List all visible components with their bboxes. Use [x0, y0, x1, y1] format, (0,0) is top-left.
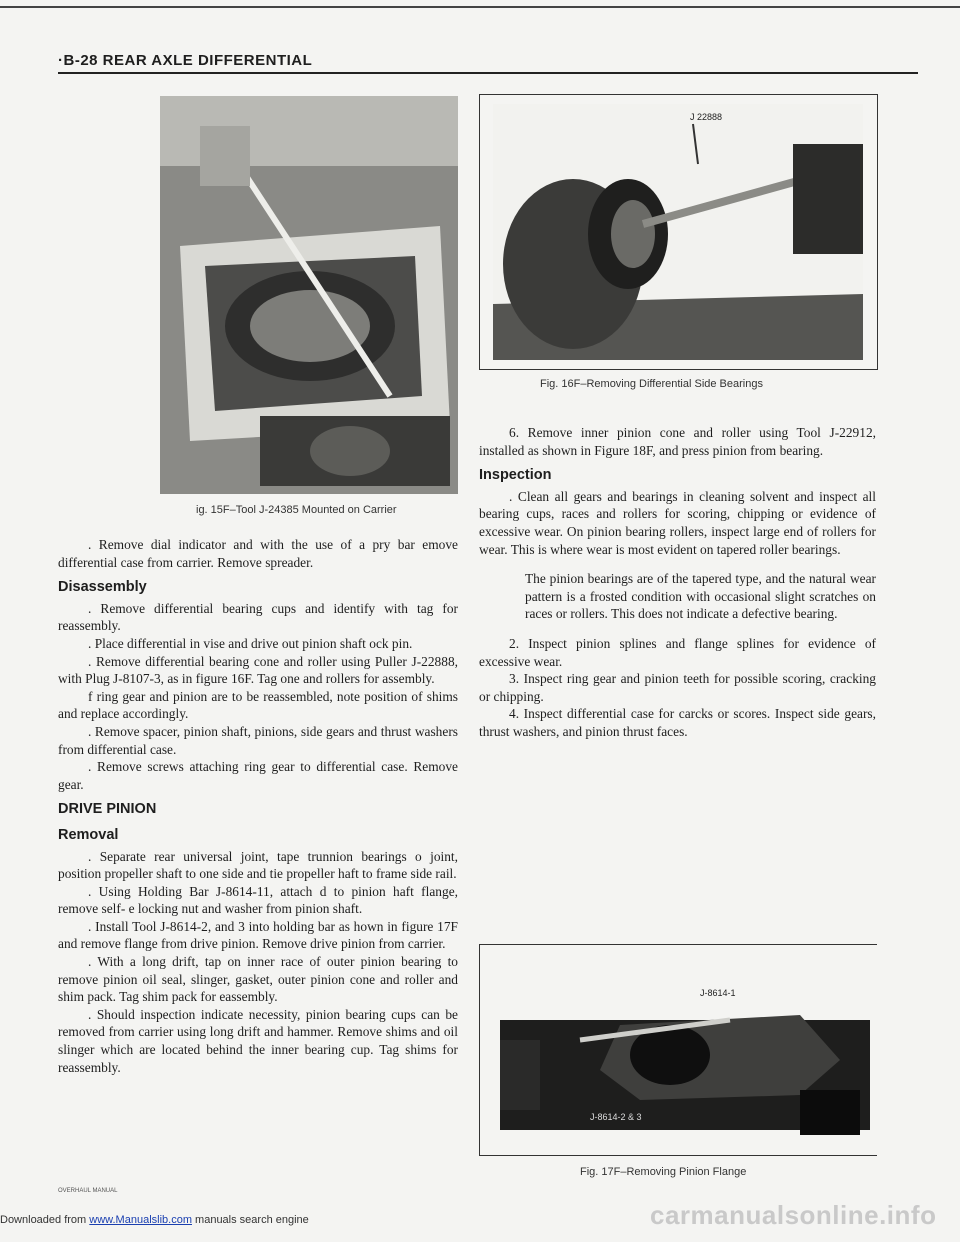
- manualslib-link[interactable]: www.Manualslib.com: [89, 1214, 192, 1226]
- right-p2: . Clean all gears and bearings in cleaning solvent and inspect all bearing cups, races and rollers for scoring, chipping or evidence of excessive wear. On pinion bearing rollers, inspect large end of rollers for wear. This is where wear is most evident on tapered roller bearings.: [479, 488, 876, 557]
- download-footer: [0, 1214, 309, 1226]
- fig17-caption: Fig. 17F–Removing Pinion Flange: [580, 1166, 747, 1178]
- right-p5: 4. Inspect differential case for carcks or scores. Inspect side gears, thrust washers, and pinion thrust faces.: [479, 706, 876, 739]
- footer-suffix: manuals search engine: [191, 1214, 309, 1226]
- fig16-photo: [493, 104, 863, 360]
- right-p3: 2. Inspect pinion splines and flange splines for evidence of excessive wear.: [479, 635, 876, 669]
- site-watermark: carmanualsonline.info: [650, 1200, 937, 1230]
- left-p2: . Remove differential bearing cups and identify with tag for reassembly.: [58, 600, 458, 634]
- fig16-caption: Fig. 16F–Removing Differential Side Bearings: [540, 378, 763, 390]
- left-p7: . Remove screws attaching ring gear to differential case. Remove gear.: [58, 759, 458, 792]
- left-p12: . Should inspection indicate necessity, pinion bearing cups can be removed from carrier using long drift and hammer. Remove shims and oil slinger which are located behind the inner bearing cup. Tag shims for reassembly.: [58, 1006, 458, 1075]
- footer-prefix: Downloaded from: [0, 1214, 90, 1226]
- fig17-label-bottom: J-8614-2 & 3: [590, 1112, 642, 1122]
- heading-drive-pinion: DRIVE PINION: [58, 801, 157, 818]
- left-column: [58, 536, 458, 1076]
- fig17-label-top: J-8614-1: [700, 988, 736, 998]
- right-p4: 3. Inspect ring gear and pinion teeth for possible scoring, cracking or chipping.: [479, 671, 876, 704]
- right-column: [479, 424, 876, 741]
- left-p5: f ring gear and pinion are to be reassembled, note position of shims and replace accordingly.: [58, 688, 458, 722]
- left-p9: . Using Holding Bar J-8614-11, attach d to pinion haft flange, remove self- e locking nut and washer from pinion shaft.: [58, 883, 458, 917]
- left-p6: . Remove spacer, pinion shaft, pinions, side gears and thrust washers from differential case.: [58, 723, 458, 757]
- footer-manual-label: OVERHAUL MANUAL: [58, 1188, 118, 1194]
- left-p3: . Place differential in vise and drive out pinion shaft ock pin.: [88, 635, 413, 651]
- heading-inspection: Inspection: [479, 467, 552, 484]
- inspection-note: The pinion bearings are of the tapered type, and the natural wear pattern is a frosted condition with occasional slight scratches on races or rollers. This does not indicate a defective bearing.: [525, 571, 876, 622]
- right-p1: 6. Remove inner pinion cone and roller using Tool J-22912, installed as shown in Figure 18F, and press pinion from bearing.: [479, 425, 876, 458]
- page-header: ·B-28 REAR AXLE DIFFERENTIAL: [58, 52, 313, 69]
- fig17-photo: [500, 1000, 870, 1150]
- left-p8: . Separate rear universal joint, tape trunnion bearings o joint, position propeller shaft to one side and tie propeller haft to frame side rail.: [58, 848, 458, 882]
- left-p11: . With a long drift, tap on inner race of outer pinion bearing to remove pinion oil seal, slinger, gasket, outer pinion cone and roller and shim pack. Tag shim pack for eassembly.: [58, 954, 458, 1005]
- left-p10: . Install Tool J-8614-2, and 3 into holding bar as hown in figure 17F and remove flange from drive pinion. Remove drive pinion from carrier.: [58, 918, 458, 952]
- top-border: [0, 6, 960, 8]
- fig15-caption: ig. 15F–Tool J-24385 Mounted on Carrier: [196, 504, 397, 516]
- heading-disassembly: Disassembly: [58, 579, 147, 596]
- left-p1: . Remove dial indicator and with the use of a pry bar emove differential case from carrier. Remove spreader.: [58, 537, 458, 570]
- fig15-photo: [160, 96, 458, 494]
- left-p4: . Remove differential bearing cone and roller using Puller J-22888, with Plug J-8107-3, as in figure 16F. Tag one and rollers for assembly.: [58, 653, 458, 687]
- heading-removal: Removal: [58, 826, 119, 843]
- header-rule: [58, 72, 918, 74]
- fig16-tool-label: J 22888: [690, 112, 723, 122]
